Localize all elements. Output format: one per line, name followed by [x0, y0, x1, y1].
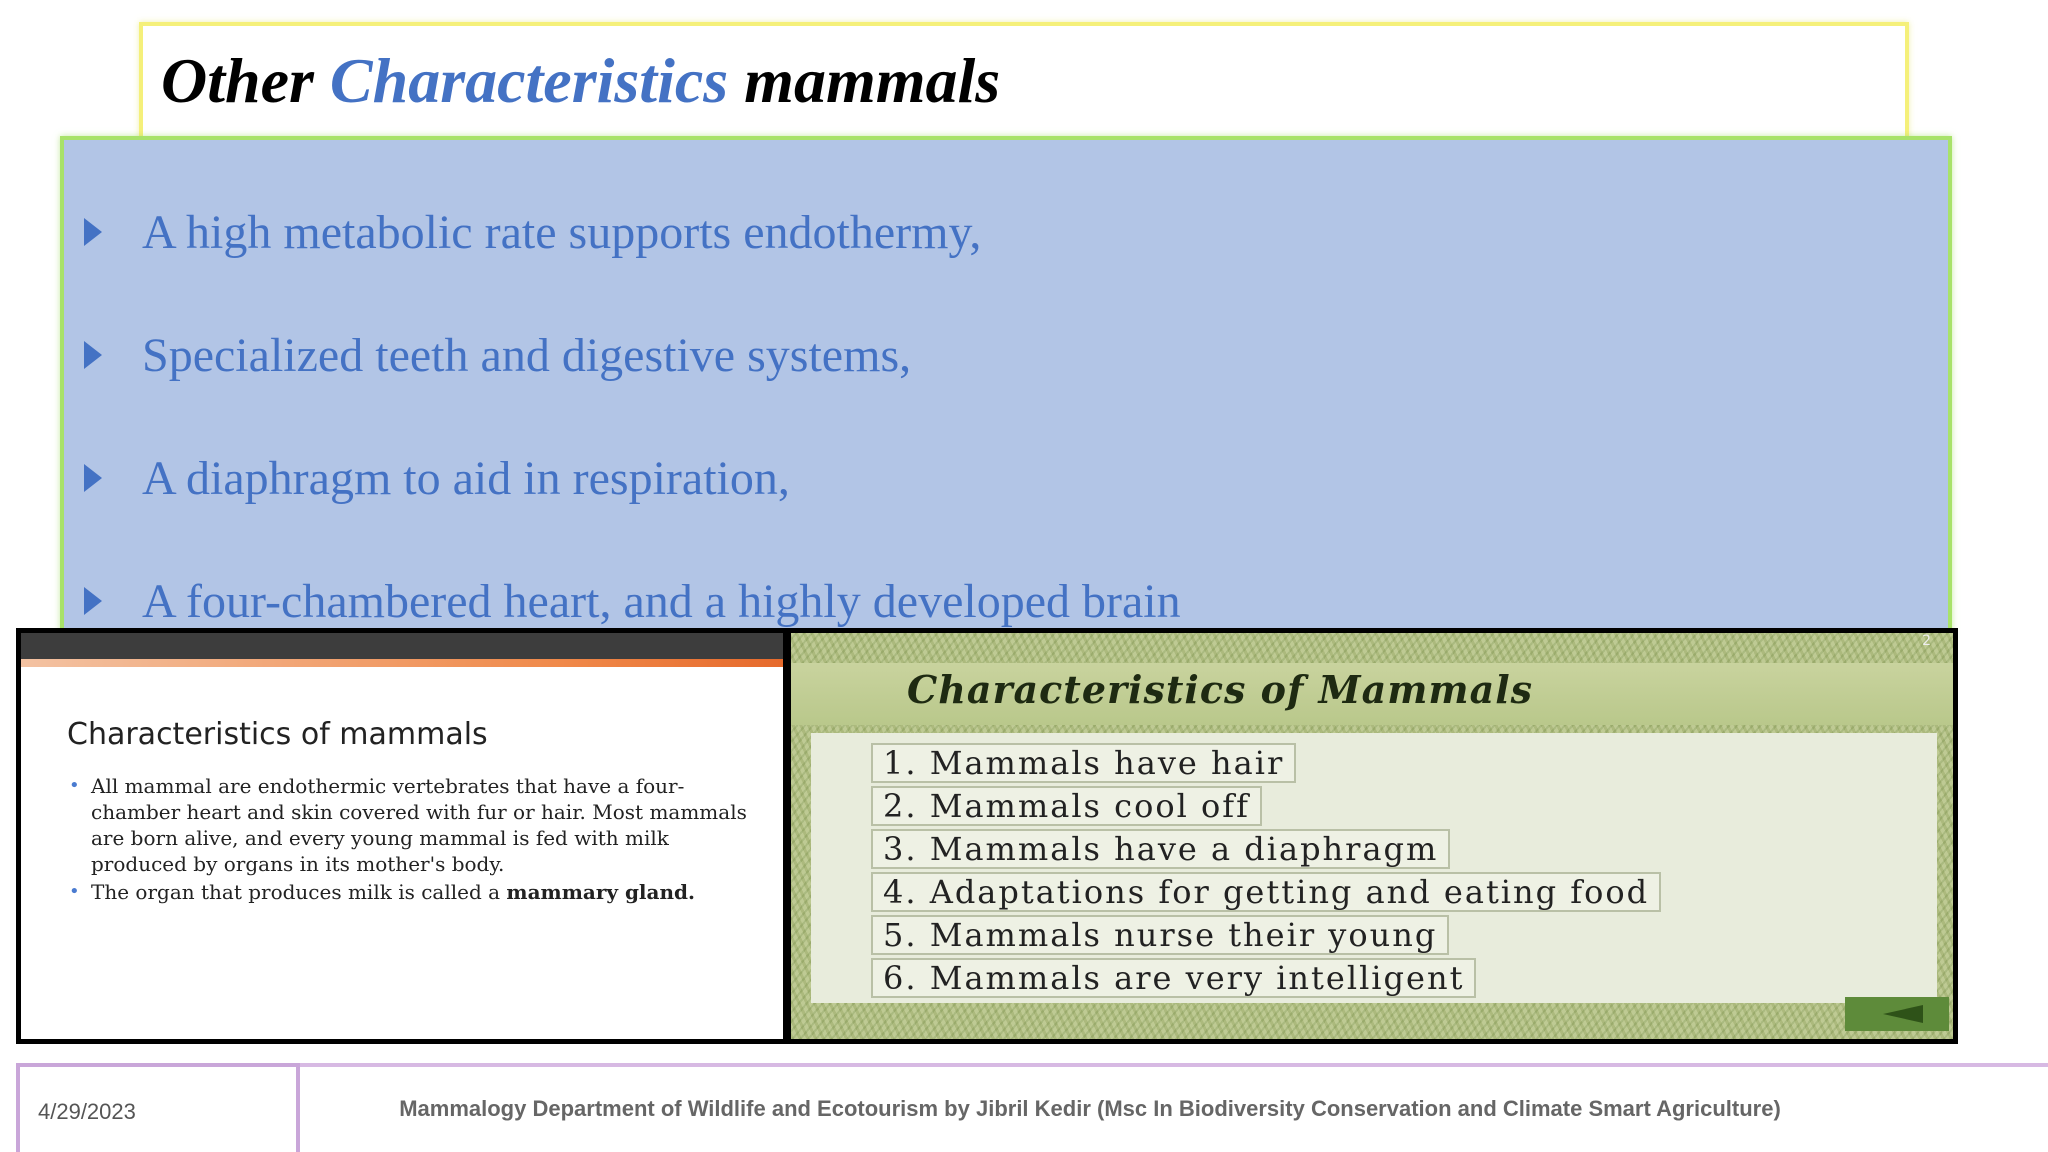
footer-text: Mammalogy Department of Wildlife and Ecotourism by Jibril Kedir (Msc In Biodiversity Conservation and Climate Smart Agriculture) [399, 1096, 1781, 1121]
right-image-item: 5. Mammals nurse their young [871, 915, 1449, 955]
right-image-item-row [871, 915, 1661, 958]
right-image-item: 2. Mammals cool off [871, 786, 1262, 826]
right-image-item-row [871, 743, 1661, 786]
right-image-item: 1. Mammals have hair [871, 743, 1296, 783]
bullet-text: A diaphragm to aid in respiration, [142, 451, 790, 505]
right-image-list [871, 743, 1661, 1001]
right-image-item: 3. Mammals have a diaphragm [871, 829, 1450, 869]
footer-date: 4/29/2023 [38, 1099, 136, 1124]
bullet-arrow-icon [84, 464, 102, 492]
left-image-item: • All mammal are endothermic vertebrates that have a four-chamber heart and skin covered with fur or hair. Most mammals are born alive, and every young mammal is fed with milk produced by organs in its mother's body. [67, 773, 767, 877]
right-image-item: 4. Adaptations for getting and eating food [871, 872, 1661, 912]
left-image-header-bar [21, 633, 783, 659]
title-part-2: mammals [728, 45, 1001, 116]
left-image-item-text: The organ that produces milk is called a [91, 880, 507, 904]
right-image-item-row [871, 958, 1661, 1001]
bullet-arrow-icon [84, 587, 102, 615]
left-image-item-bold: mammary gland. [506, 880, 695, 904]
left-image-title: Characteristics of mammals [67, 717, 488, 752]
left-embedded-image [16, 628, 788, 1044]
bullet-item [84, 325, 911, 385]
bullet-item [84, 571, 1181, 631]
content-box [60, 136, 1952, 636]
bullet-text: A high metabolic rate supports endothermy, [142, 205, 982, 259]
slide-title [161, 44, 1000, 118]
footer-divider [300, 1063, 2048, 1067]
left-image-item [67, 879, 767, 905]
bullet-item [84, 448, 790, 508]
right-image-item-row [871, 829, 1661, 872]
right-image-item-row [871, 786, 1661, 829]
bullet-text: A four-chambered heart, and a highly developed brain [142, 574, 1181, 628]
right-image-title: Characteristics of Mammals [907, 667, 1534, 712]
left-image-bar-gap [21, 667, 481, 677]
bullet-arrow-icon [84, 218, 102, 246]
left-image-list [67, 773, 767, 907]
footer-date-box [16, 1063, 300, 1152]
bullet-item [84, 202, 981, 262]
bullet-text: Specialized teeth and digestive systems, [142, 328, 912, 382]
bullet-arrow-icon [84, 341, 102, 369]
title-part-1: Other [161, 45, 330, 116]
back-arrow-icon [1883, 1005, 1923, 1023]
right-image-item: 6. Mammals are very intelligent [871, 958, 1476, 998]
right-embedded-image [786, 628, 1958, 1044]
right-image-item-row [871, 872, 1661, 915]
right-image-slide-number: 2 [1922, 633, 1931, 649]
left-image-accent-bar [21, 659, 783, 667]
title-accent: Characteristics [329, 45, 729, 116]
title-box [139, 22, 1909, 140]
